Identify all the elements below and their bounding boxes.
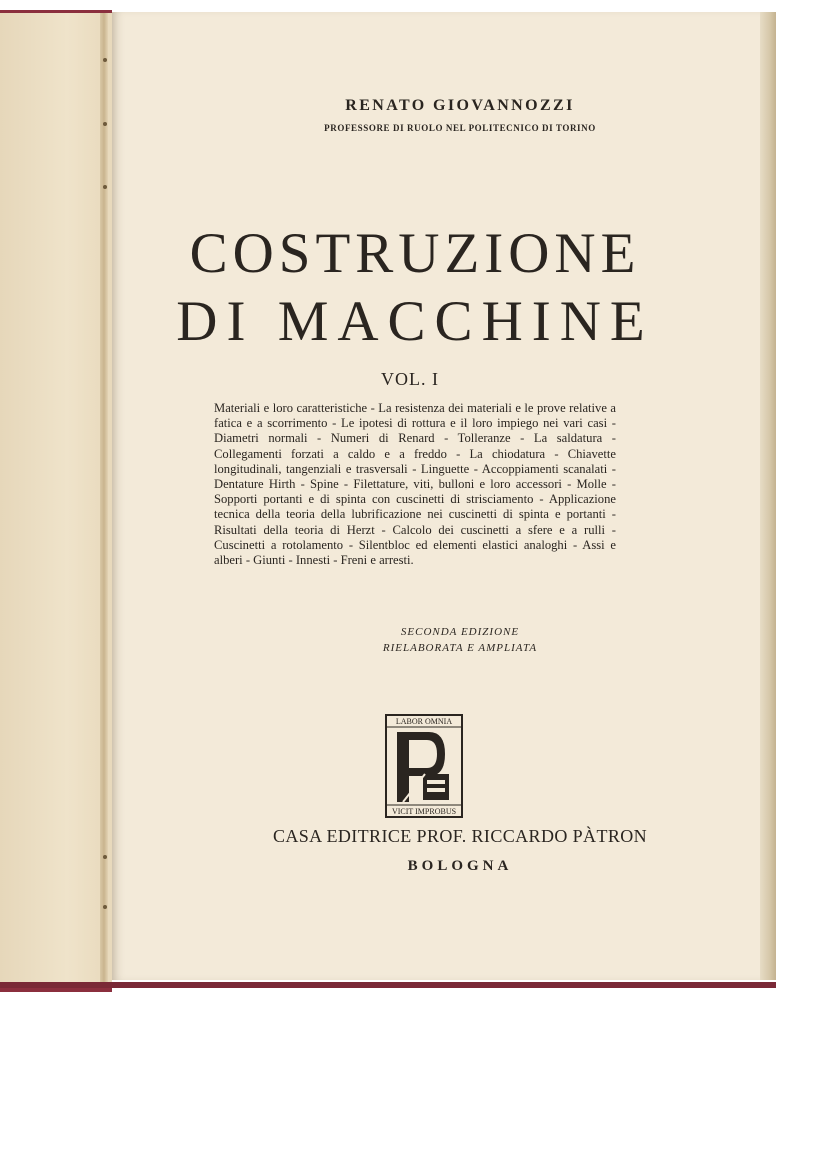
logo-motto-top: LABOR OMNIA xyxy=(395,717,453,726)
binding-stitch xyxy=(103,855,107,859)
logo-motto-bottom: VICIT IMPROBUS xyxy=(391,807,457,816)
book-title-line-1: COSTRUZIONE xyxy=(189,222,641,285)
contents-summary: Materiali e loro caratteristiche - La resistenza dei materiali e le prove relative a fatica e a scorrimento - Le ipotesi di rottura e il loro impiego nei vari casi - Diametri normali - Numeri di Renard - Tolleranze - La saldatura - Collegamenti forzati a caldo e a freddo - La chiodatura - Chiavette longitudinali, tangenziali e trasversali - Linguette - Accoppiamenti scanalati - Dentature Hirth - Spine - Filettature, viti, bulloni e loro accessori - Molle - Sopporti portanti e di spinta con cuscinetti di strisciamento - Applicazione tecnica della teoria della lubrificazione nei cuscinetti di spinta e portanti - Risultati della teoria di Herzt - Calcolo dei cuscinetti a sfere e a rulli - Cuscinetti a rotolamento - Silentbloc ed elementi elastici analoghi - Assi e alberi - Giunti - Innesti - Freni e arresti. xyxy=(214,401,616,568)
edition-note xyxy=(160,624,760,656)
edition-line-2: RIELABORATA E AMPLIATA xyxy=(382,642,538,654)
binding-stitch xyxy=(103,905,107,909)
publisher-city: BOLOGNA xyxy=(407,858,513,874)
binding-stitch xyxy=(103,122,107,126)
binding-edge xyxy=(0,982,776,988)
page-edge xyxy=(760,12,776,980)
author-name: RENATO GIOVANNOZZI xyxy=(345,97,575,114)
binding-stitch xyxy=(103,58,107,62)
binding-stitch xyxy=(103,185,107,189)
book-hinge xyxy=(100,13,108,988)
volume-label: VOL. I xyxy=(381,369,439,389)
author-affiliation: PROFESSORE DI RUOLO NEL POLITECNICO DI TORINO xyxy=(324,123,596,133)
book-cover-endpaper xyxy=(0,10,112,992)
book-title-line-2: DI MACCHINE xyxy=(176,290,654,353)
edition-line-1: SECONDA EDIZIONE xyxy=(400,626,520,638)
publisher-emblem-icon xyxy=(385,714,463,818)
publisher-name: CASA EDITRICE PROF. RICCARDO PÀTRON xyxy=(272,826,648,846)
